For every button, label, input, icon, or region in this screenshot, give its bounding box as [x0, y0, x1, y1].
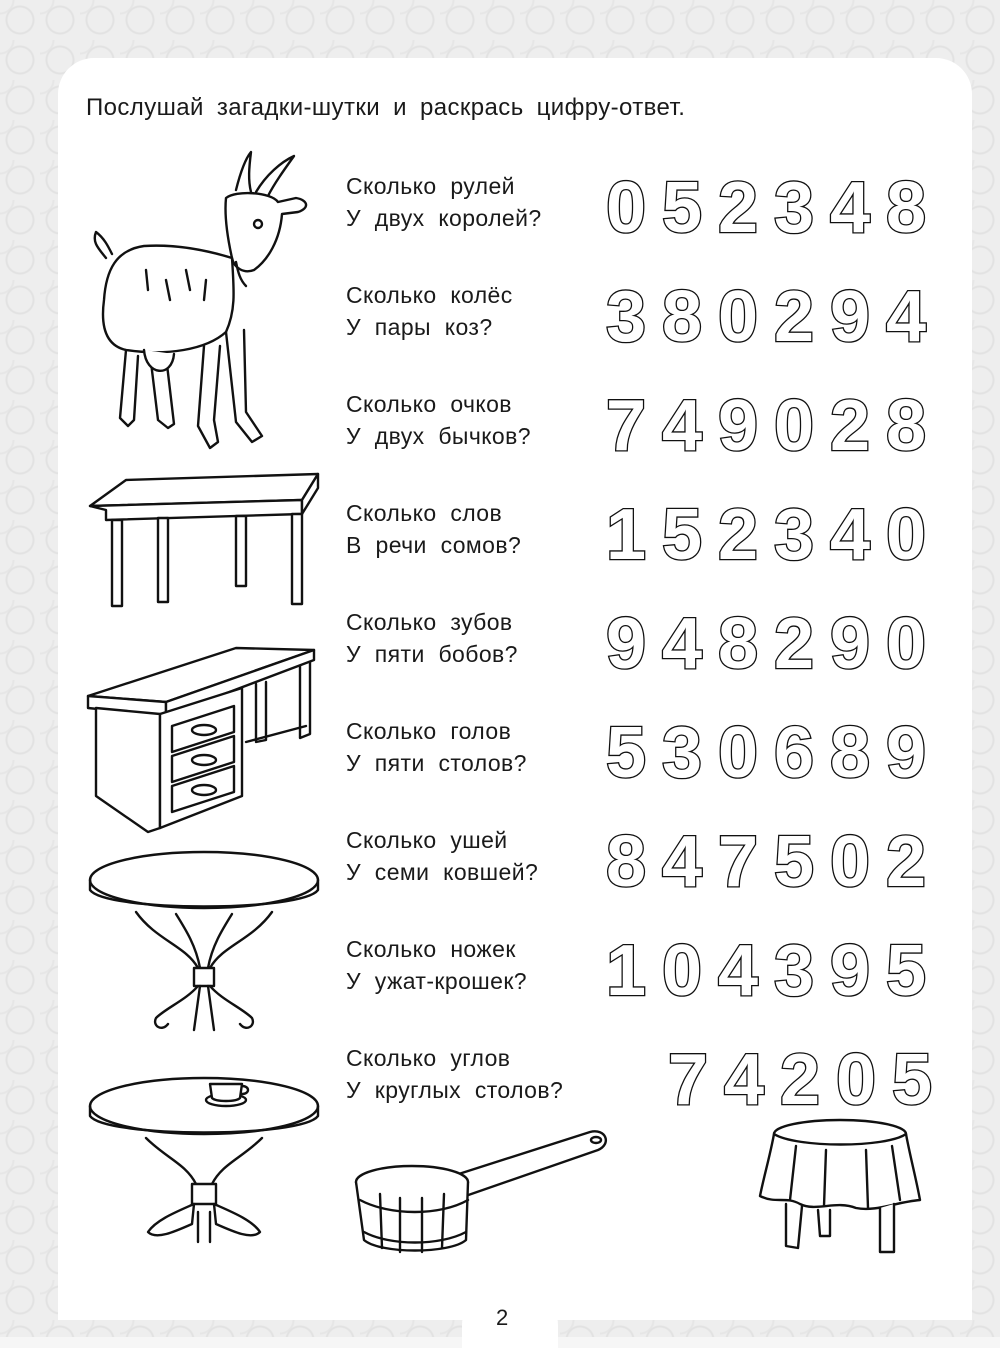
round-table-illustration	[86, 850, 326, 1035]
outlined-digit[interactable]: 5	[891, 1040, 933, 1120]
outlined-digit[interactable]: 3	[661, 713, 703, 793]
answer-digits-row[interactable]	[598, 386, 934, 466]
outlined-digit[interactable]: 5	[661, 168, 703, 248]
outlined-digit[interactable]: 4	[661, 386, 703, 466]
riddle-line: У двух королей?	[346, 205, 542, 231]
outlined-digit[interactable]: 8	[661, 277, 703, 357]
answer-digits-row[interactable]	[598, 168, 934, 248]
outlined-digit[interactable]: 4	[885, 277, 927, 357]
riddle-line: У пяти бобов?	[346, 641, 518, 667]
page-number: 2	[496, 1305, 509, 1330]
outlined-digit[interactable]: 1	[605, 931, 647, 1011]
outlined-digit[interactable]: 2	[717, 168, 759, 248]
outlined-digit[interactable]: 2	[773, 604, 815, 684]
outlined-digit[interactable]: 0	[717, 713, 759, 793]
digits-svg	[598, 822, 934, 902]
outlined-digit[interactable]: 3	[605, 277, 647, 357]
outlined-digit[interactable]: 1	[605, 495, 647, 575]
outlined-digit[interactable]: 3	[773, 931, 815, 1011]
outlined-digit[interactable]: 0	[773, 386, 815, 466]
outlined-digit[interactable]: 8	[885, 386, 927, 466]
answer-digits-row[interactable]	[660, 1040, 940, 1120]
digits-svg	[598, 277, 934, 357]
riddle-line: У семи ковшей?	[346, 859, 539, 885]
outlined-digit[interactable]: 4	[717, 931, 759, 1011]
riddle-8	[346, 933, 606, 997]
outlined-digit[interactable]: 8	[717, 604, 759, 684]
riddle-line: У двух бычков?	[346, 423, 531, 449]
outlined-digit[interactable]: 4	[723, 1040, 765, 1120]
digits-svg	[598, 604, 934, 684]
outlined-digit[interactable]: 4	[661, 604, 703, 684]
instruction-text: Послушай загадки-шутки и раскрась цифру-ответ.	[86, 94, 686, 121]
answer-digits-row[interactable]	[598, 604, 934, 684]
answer-digits-row[interactable]	[598, 713, 934, 793]
outlined-digit[interactable]: 0	[885, 495, 927, 575]
riddle-line: Сколько слов	[346, 500, 503, 526]
outlined-digit[interactable]: 5	[605, 713, 647, 793]
outlined-digit[interactable]: 0	[829, 822, 871, 902]
outlined-digit[interactable]: 9	[885, 713, 927, 793]
outlined-digit[interactable]: 9	[605, 604, 647, 684]
table-with-cloth-illustration	[756, 1116, 926, 1271]
goat-illustration	[86, 150, 326, 475]
riddle-6	[346, 715, 606, 779]
outlined-digit[interactable]: 4	[829, 168, 871, 248]
riddle-7	[346, 824, 606, 888]
outlined-digit[interactable]: 8	[885, 168, 927, 248]
outlined-digit[interactable]: 2	[717, 495, 759, 575]
riddle-line: Сколько колёс	[346, 282, 513, 308]
digits-svg	[660, 1040, 940, 1120]
outlined-digit[interactable]: 2	[773, 277, 815, 357]
riddle-9	[346, 1042, 606, 1106]
riddle-3	[346, 388, 606, 452]
outlined-digit[interactable]: 6	[773, 713, 815, 793]
digits-svg	[598, 495, 934, 575]
riddle-5	[346, 606, 606, 670]
outlined-digit[interactable]: 8	[605, 822, 647, 902]
outlined-digit[interactable]: 9	[717, 386, 759, 466]
riddle-line: У пары коз?	[346, 314, 493, 340]
digits-svg	[598, 931, 934, 1011]
answer-digits-row[interactable]	[598, 822, 934, 902]
outlined-digit[interactable]: 0	[605, 168, 647, 248]
riddle-line: У ужат-крошек?	[346, 968, 527, 994]
outlined-digit[interactable]: 7	[717, 822, 759, 902]
desk-illustration	[86, 646, 326, 841]
riddle-line: Сколько углов	[346, 1045, 511, 1071]
outlined-digit[interactable]: 2	[829, 386, 871, 466]
riddle-line: Сколько зубов	[346, 609, 513, 635]
outlined-digit[interactable]: 4	[829, 495, 871, 575]
riddle-line: Сколько ножек	[346, 936, 516, 962]
outlined-digit[interactable]: 8	[829, 713, 871, 793]
table-illustration	[86, 470, 326, 615]
riddle-line: У пяти столов?	[346, 750, 527, 776]
outlined-digit[interactable]: 9	[829, 277, 871, 357]
outlined-digit[interactable]: 9	[829, 604, 871, 684]
outlined-digit[interactable]: 7	[605, 386, 647, 466]
digits-svg	[598, 713, 934, 793]
outlined-digit[interactable]: 2	[779, 1040, 821, 1120]
outlined-digit[interactable]: 4	[661, 822, 703, 902]
riddle-line: У круглых столов?	[346, 1077, 564, 1103]
outlined-digit[interactable]: 3	[773, 168, 815, 248]
digits-svg	[598, 168, 934, 248]
outlined-digit[interactable]: 9	[829, 931, 871, 1011]
digits-svg	[598, 386, 934, 466]
outlined-digit[interactable]: 5	[661, 495, 703, 575]
outlined-digit[interactable]: 0	[717, 277, 759, 357]
answer-digits-row[interactable]	[598, 495, 934, 575]
outlined-digit[interactable]: 5	[773, 822, 815, 902]
riddle-line: Сколько голов	[346, 718, 512, 744]
outlined-digit[interactable]: 0	[661, 931, 703, 1011]
ladle-illustration	[350, 1120, 620, 1265]
riddle-line: Сколько ушей	[346, 827, 508, 853]
outlined-digit[interactable]: 2	[885, 822, 927, 902]
outlined-digit[interactable]: 5	[885, 931, 927, 1011]
outlined-digit[interactable]: 3	[773, 495, 815, 575]
answer-digits-row[interactable]	[598, 277, 934, 357]
riddle-1	[346, 170, 606, 234]
riddle-2	[346, 279, 606, 343]
outlined-digit[interactable]: 0	[835, 1040, 877, 1120]
riddle-4	[346, 497, 606, 561]
riddle-line: В речи сомов?	[346, 532, 522, 558]
outlined-digit[interactable]: 0	[885, 604, 927, 684]
riddle-line: Сколько рулей	[346, 173, 515, 199]
outlined-digit[interactable]: 7	[667, 1040, 709, 1120]
round-table-with-cup-illustration	[86, 1072, 326, 1247]
riddle-line: Сколько очков	[346, 391, 512, 417]
answer-digits-row[interactable]	[598, 931, 934, 1011]
